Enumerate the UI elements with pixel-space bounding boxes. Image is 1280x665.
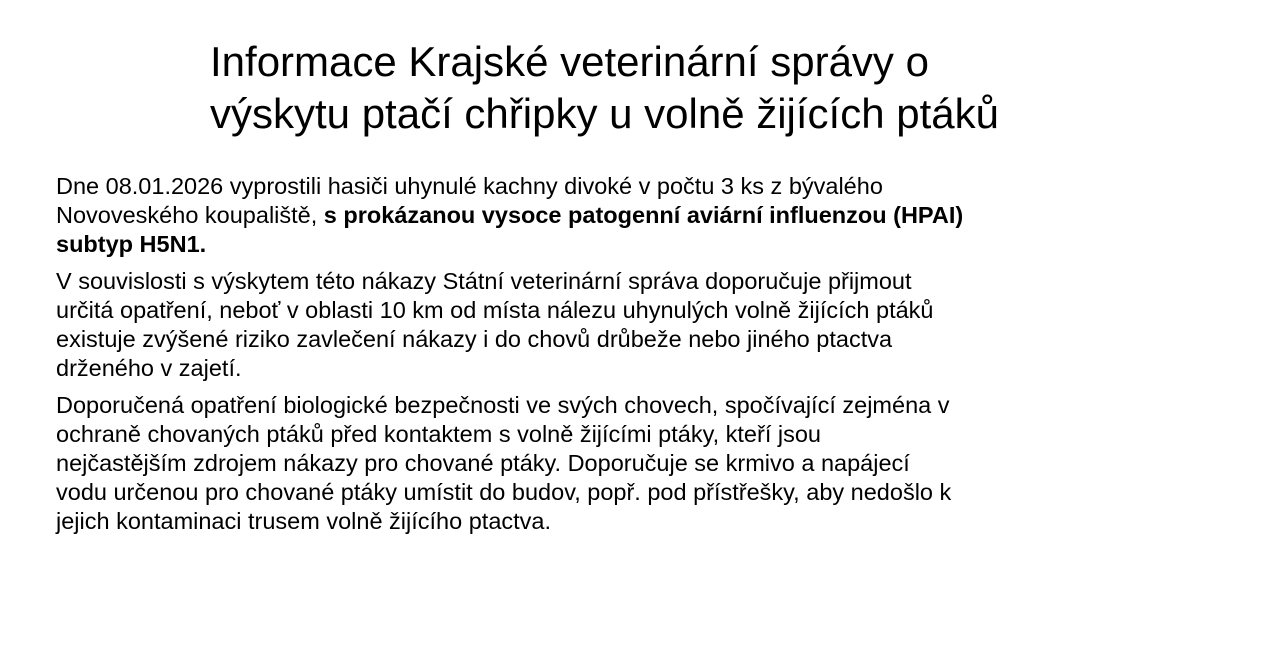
paragraph-highlight: s prokázanou vysoce patogenní aviární influenzou (HPAI) [323,202,964,228]
paragraph-line: Doporučená opatření biologické bezpečnosti ve svých chovech, spočívající zejména v [56,392,950,418]
paragraph-line: Dne 08.01.2026 vyprostili hasiči uhynulé kachny divoké v počtu 3 ks z bývalého [56,173,883,199]
body-text [56,172,1246,544]
paragraph-line: nejčastějším zdrojem nákazy pro chované ptáky. Doporučuje se krmivo a napájecí [56,450,910,476]
paragraph-line: určitá opatření, neboť v oblasti 10 km od místa nálezu uhynulých volně žijících ptáků [56,297,934,323]
paragraph-line: ochraně chovaných ptáků před kontaktem s volně žijícími ptáky, kteří jsou [56,421,821,447]
page-title [210,36,1210,140]
paragraph-line [56,201,1246,230]
paragraph-measures [56,391,1246,536]
paragraph-text: Novoveského koupaliště, [56,202,324,228]
paragraph-line: V souvislosti s výskytem této nákazy Státní veterinární správa doporučuje přijmout [56,268,912,294]
paragraph-line: vodu určenou pro chované ptáky umístit do budov, popř. pod přístřešky, aby nedošlo k [56,479,952,505]
paragraph-line: existuje zvýšené riziko zavlečení nákazy i do chovů drůbeže nebo jiného ptactva [56,326,893,352]
paragraph-risk [56,267,1246,383]
paragraph-line: jejich kontaminaci trusem volně žijícího ptactva. [56,508,552,534]
paragraph-incident [56,172,1246,259]
title-line-2: výskytu ptačí chřipky u volně žijících ptáků [210,90,999,137]
paragraph-line: drženého v zajetí. [56,355,242,381]
paragraph-highlight: subtyp H5N1. [56,231,207,257]
title-line-1: Informace Krajské veterinární správy o [210,38,929,85]
